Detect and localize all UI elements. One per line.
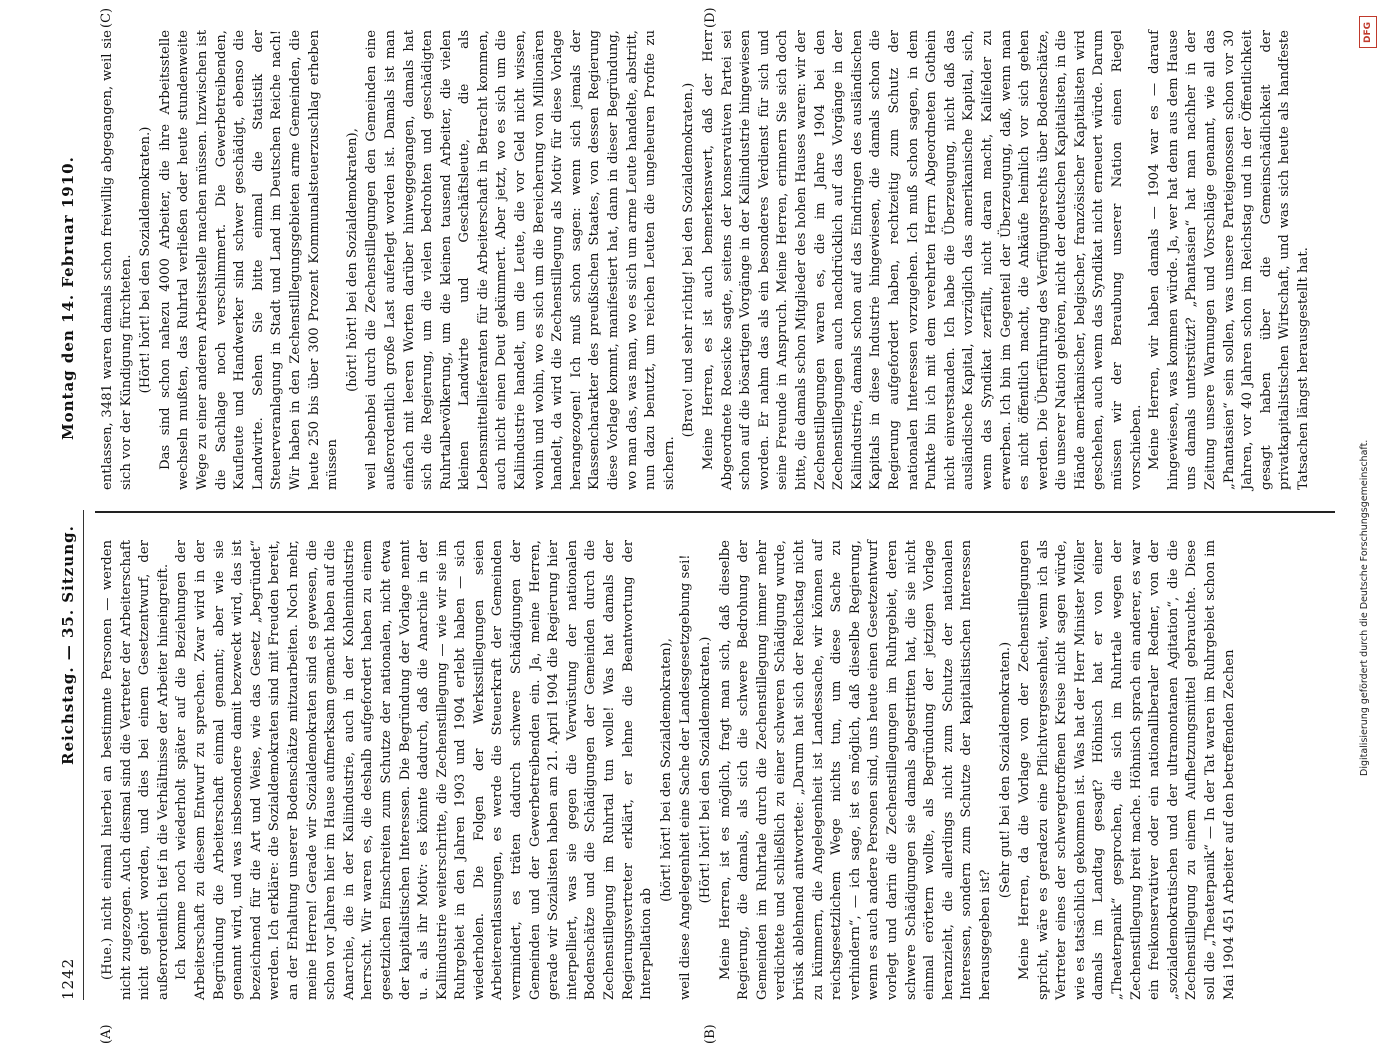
speech-paragraph: weil nebenbei durch die Zechenstillegungen den Gemeinden eine außerordentlich große Last auferlegt worden ist. Damals ist man einfach mit leeren Worten darüber hinweggegangen, damals hat sich die Regierung, um die vielen bedrohten und geschädigten Ruhrtalbevölkerung, um die kleinen tausend Arbeiter, die vielen kleinen Landwirte und Geschäftsleute, die als Lebensmittellieferanten für die Arbeiterschaft in Betracht kommen, auch nicht einen Deut gekümmert. Aber jetzt, wo es sich um die Kaliindustrie handelt, um die Leute, die vor Geld nicht wissen, wohin und wohin, wo es sich um die Bereicherung von Millionären handelt, da wird die Zechenstillegung als Motiv für diese Vorlage herangezogen! Ich muß schon sagen: wenn sich jemals der Klassencharakter des preußischen Staates, von dessen Regierung diese Vorlage kommt, manifestiert hat, dann in dieser Begründung, wo man das, was man, wo es sich um arme Leute handelte, abstritt, nun dazu benutzt, um reichen Leuten die ungeheuren Profite zu sichern. bbox=[364, 30, 677, 490]
interjection-remark: (Hört! hört! bei den Sozialdemokraten.) bbox=[698, 636, 713, 904]
digitization-note: Digitalisierung gefördert durch die Deutsche Forschungsgemeinschaft. bbox=[1359, 439, 1370, 776]
page-number: 1242 bbox=[59, 957, 77, 1000]
right-column bbox=[99, 30, 1314, 490]
margin-marker-d: (D) bbox=[703, 7, 718, 28]
margin-marker-c: (C) bbox=[99, 7, 114, 28]
margin-marker-b: (B) bbox=[703, 1024, 718, 1044]
speech-paragraph: entlassen, 3481 waren damals schon freiwillig abgegangen, weil sie sich vor der Kündigung fürchteten. bbox=[100, 30, 134, 490]
column-divider bbox=[95, 511, 1335, 513]
speech-paragraph: Meine Herren, es ist auch bemerkenswert, daß der Herr Abgeordnete Roesicke sagte, seitens der konservativen Partei sei schon auf die bösartigen Vorgänge in der Kaliindustrie hingewiesen worden. Er nahm das als ein besonderes Verdienst für sich und seine Freunde in Anspruch. Meine Herren, erinnern Sie sich doch bitte, die damals schon Mitglieder des hohen Hauses waren: wir der Zechenstillegungen waren es, die im Jahre 1904 bei den Zechenstillegungen auch nachdrücklich auf das Vorgänge in der Kaliindustrie, damals schon auf das Eindringen des ausländischen Kapitals in diese Industrie hingewiesen, die damals schon die Regierung aufgefordert haben, rechtzeitig zum Schutz der nationalen Interessen vorzugehen. Ich muß schon sagen, in dem Punkte bin ich mit dem verehrten Herrn Abgeordneten Gothein nicht einverstanden. Ich habe die Überzeugung, nicht daß das ausländische Kapital, vorzüglich das amerikanische Kapital, sich, wenn das Syndikat zerfällt, nicht daran macht, Kalifelder zu erwerben. Ich bin im Gegenteil der Überzeugung, daß, wenn man es nicht öffentlich macht, die Ankäufe heimlich vor sich gehen werden. Die Überführung des Verfügungsrechts über Bodenschätze, die unserer Nation gehören, nicht der deutschen Kapitalisten, in die Hände amerikanischer, belgischer, französischer Kapitalisten wird geschehen, auch wenn das Syndikat nicht erneuert würde. Darum müssen wir der Beraubung unserer Nation einen Riegel vorschieben. bbox=[701, 30, 1144, 490]
digitization-sidebar bbox=[1353, 8, 1383, 992]
interjection-remark: (hört! hört! bei den Sozialdemokraten), bbox=[344, 128, 360, 392]
interjection-remark: (hört! hört! bei den Sozialdemokraten), bbox=[658, 638, 674, 902]
speech-paragraph: Das sind schon nahezu 4000 Arbeiter, die ihre Arbeitsstelle wechseln mußten, das Ruhrtal verließen oder heute stundenweite Wege zu einer anderen Arbeitsstelle machen müssen. Inzwischen ist die Sachlage noch verschlimmert. Die Gewerbetreibenden, Kaufleute und Handwerker sind schwer geschädigt, ebenso die Landwirte. Sehen Sie bitte einmal die Statistik der Steuerveranlagung in Stadt und Land im Deutschen Reiche nach! Wir haben in den Zechenstillegungsgebieten arme Gemeinden, die heute 250 bis über 300 Prozent Kommunalsteuerzuschlag erheben müssen bbox=[157, 30, 341, 490]
speech-paragraph: Meine Herren, wir haben damals — 1904 war es — darauf hingewiesen, was kommen würde. Ja, wer hat denn aus dem Hause uns damals unterstützt? „Phantasien“ hat man nachher in der Zeitung unsere Warnungen und Vorschläge genannt, wie all das „Phantasien“ sein sollen, was unsere Parteigenossen schon vor 30 Jahren, vor 40 Jahren schon im Reichstag und in der Öffentlichkeit gesagt haben über die Gemeinschädlichkeit der privatkapitalistischen Wirtschaft, und was sich heute als handfeste Tatsachen längst herausgestellt hat. bbox=[1147, 30, 1311, 490]
speech-paragraph: Meine Herren, ist es möglich, fragt man sich, daß dieselbe Regierung, die damals, als sich die schwere Bedrohung der Gemeinden im Ruhrtale durch die Zechenstillegung immer mehr verdichtete und schließlich zu einer schweren Schädigung wurde, brüsk ablehnend antwortete: „Darum hat sich der Reichstag nicht zu kümmern, die Angelegenheit ist Landessache, wir können auf reichsgesetzlichem Wege nichts tun, um diese Sache zu verhindern“, — ich sage, ist es möglich, daß dieselbe Regierung, wenn es auch andere Personen sind, uns heute einen Gesetzentwurf vorlegt und darin die Zechenstillegungen im Ruhrgebiet, deren schwere Schädigungen sie damals abgestritten hat, die sie nicht einmal erörtern wollte, als Begründung der jetzigen Vorlage heranzieht, die allerdings nicht zum Schutze der nationalen Interessen, sondern zum Schutze der kapitalistischen Interessen herausgegeben ist? bbox=[717, 540, 993, 1000]
interjection-remark: (Hört! hört! bei den Sozialdemokraten.) bbox=[138, 126, 154, 394]
rotated-page bbox=[55, 0, 1345, 1044]
dfg-logo: DFG bbox=[1359, 16, 1377, 48]
interjection-remark: (Bravo! und sehr richtig! bei den Sozialdemokraten.) bbox=[681, 82, 697, 438]
margin-marker-a: (A) bbox=[99, 1024, 114, 1044]
left-column bbox=[99, 540, 1239, 1000]
speech-paragraph: weil diese Angelegenheit eine Sache der Landesgesetzgebung sei! bbox=[678, 554, 694, 1000]
header-rule bbox=[83, 510, 84, 1000]
session-date: Montag den 14. Februar 1910. bbox=[59, 156, 77, 440]
speech-paragraph: Ich komme noch wiederholt später auf die Beziehungen der Arbeiterschaft zu diesem Entwurf zu sprechen. Zwar wird in der Begründung die Arbeiterschaft einmal genannt; aber wie sie genannt wird, und was insbesondere damit bezweckt wird, das ist bezeichnend für die Art und Weise, wie das Gesetz „begründet“ werden. Ich erkläre: die Sozialdemokraten sind mit Freuden bereit, an der Erhaltung unserer Bodenschätze mitzuarbeiten. Noch mehr, meine Herren! Gerade wir Sozialdemokraten sind es gewesen, die schon vor Jahren hier im Hause aufmerksam gemacht haben auf die Anarchie, die in der Kaliindustrie, auch in der Kohlenindustrie herrscht. Wir waren es, die deshalb aufgefordert haben zu einem gesetzlichen Einschreiten zum Schutze der nationalen, nicht etwa der kapitalistischen Interessen. Die Begründung der Vorlage nennt u. a. als ihr Motiv: es könnte dadurch, daß die Anarchie in der Kaliindustrie weiterschritte, die Zechenstillegung — wie wir sie im Ruhrgebiet in den Jahren 1903 und 1904 erlebt haben — sich wiederholen. Die Folgen der Werksstillegungen seien Arbeiterentlassungen, es werde die Steuerkraft der Gemeinden vermindert, es träten dadurch schwere Schädigungen der Gemeinden und der Gewerbetreibenden ein. Ja, meine Herren, gerade wir Sozialisten haben am 21. April 1904 die Regierung hier interpelliert, was sie gegen die Verwüstung der nationalen Bodenschätze und die Schädigungen der Gemeinden durch die Zechenstillegung im Ruhrtal tun wolle! Was hat damals der Regierungsvertreter erklärt, er lehne die Beantwortung der Interpellation ab bbox=[174, 540, 655, 1000]
speech-paragraph: (Hue.) nicht einmal hierbei an bestimmte Personen — werden nicht zugezogen. Auch diesmal sind die Vertreter der Arbeiterschaft nicht gehört worden, und dies bei einem Gesetzentwurf, der außerordentlich tief in die Verhältnisse der Arbeiter hineingreift. bbox=[100, 540, 171, 1000]
interjection-remark: (Sehr gut! bei den Sozialdemokraten.) bbox=[997, 641, 1013, 899]
speech-paragraph: Meine Herren, da die Vorlage von der Zechenstillegungen spricht, wäre es geradezu eine Pflichtvergessenheit, wenn ich als Vertreter eines der schwergetroffenen Kreise nicht sagen würde, wie es tatsächlich gekommen ist. Was hat der Herr Minister Möller damals im Landtag gesagt? Höhnisch hat er von einer „Theaterpanik“ gesprochen, die sich im Ruhrtale wegen der Zechenstillegung breit mache. Höhnisch sprach ein anderer, es war ein freikonservativer oder ein nationalliberaler Redner, von der „sozialdemokratischen und der ultramontanen Agitation“, die die Zechenstillegung zu einem Aufhetzungsmittel gebrauchte. Diese soll die „Theaterpanik“ — In der Tat waren im Ruhrgebiet schon im Mai 1904 451 Arbeiter auf den betreffenden Zechen bbox=[1017, 540, 1237, 1000]
session-title: Reichstag. — 35. Sitzung. bbox=[59, 525, 77, 765]
